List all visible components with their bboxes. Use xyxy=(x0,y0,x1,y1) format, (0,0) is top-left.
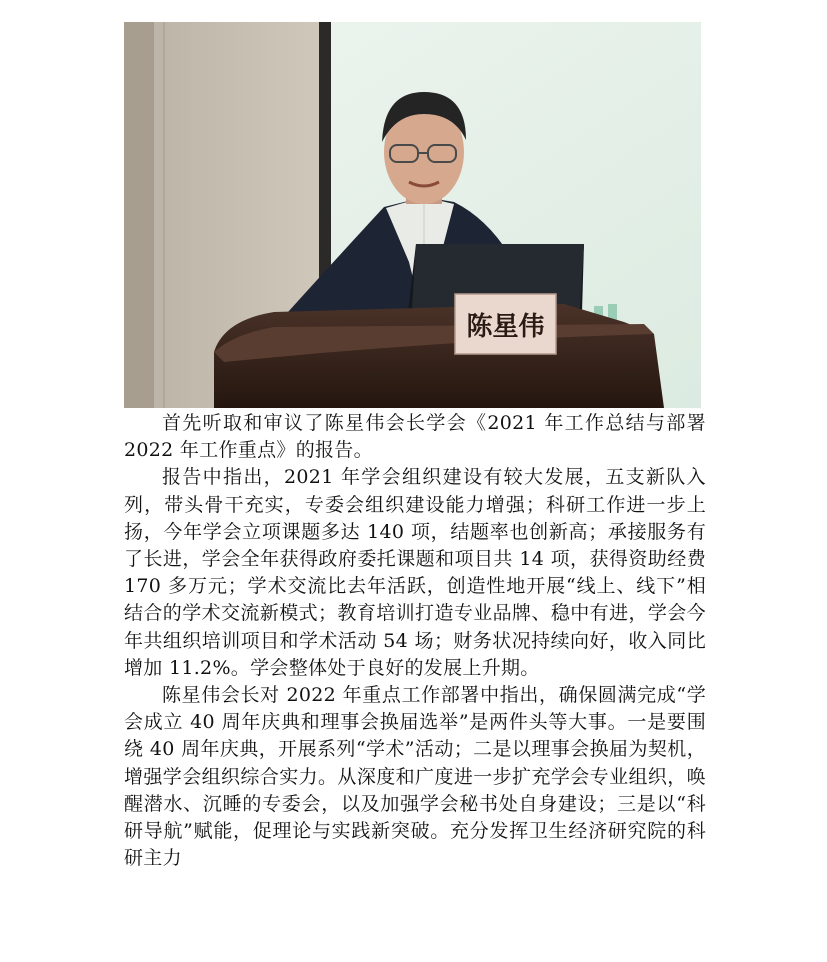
article-paragraph: 报告中指出，2021 年学会组织建设有较大发展，五支新队入列，带头骨干充实，专委会组织建设能力增强；科研工作进一步上扬，今年学会立项课题多达 140 项，结题率也创新高；承接服务有了长进，学会全年获得政府委托课题和项目共 14 项，获得资助经费 170 多万元；学术交流比去年活跃，创造性地开展“线上、线下”相结合的学术交流新模式；教育培训打造专业品牌、稳中有进，学会今年共组织培训项目和学术活动 54 场；财务状况持续向好，收入同比增加 11.2%。学会整体处于良好的发展上升期。 xyxy=(124,466,706,679)
nameplate-text: 陈星伟 xyxy=(466,312,545,342)
article-paragraph: 陈星伟会长对 2022 年重点工作部署中指出，确保圆满完成“学会成立 40 周年庆典和理事会换届选举”是两件头等大事。一是要围绕 40 周年庆典，开展系列“学术”活动；二是以理事会换届为契机，增强学会组织综合实力。从深度和广度进一步扩充学会专业组织，唤醒潜水、沉睡的专委会，以及加强学会秘书处自身建设；三是以“科研导航”赋能，促理论与实践新突破。充分发挥卫生经济研究院的科研主力 xyxy=(124,684,706,870)
article-body xyxy=(124,410,706,872)
speaker-photo xyxy=(124,22,701,408)
article-paragraph: 首先听取和审议了陈星伟会长学会《2021 年工作总结与部署 2022 年工作重点》的报告。 xyxy=(124,412,706,462)
